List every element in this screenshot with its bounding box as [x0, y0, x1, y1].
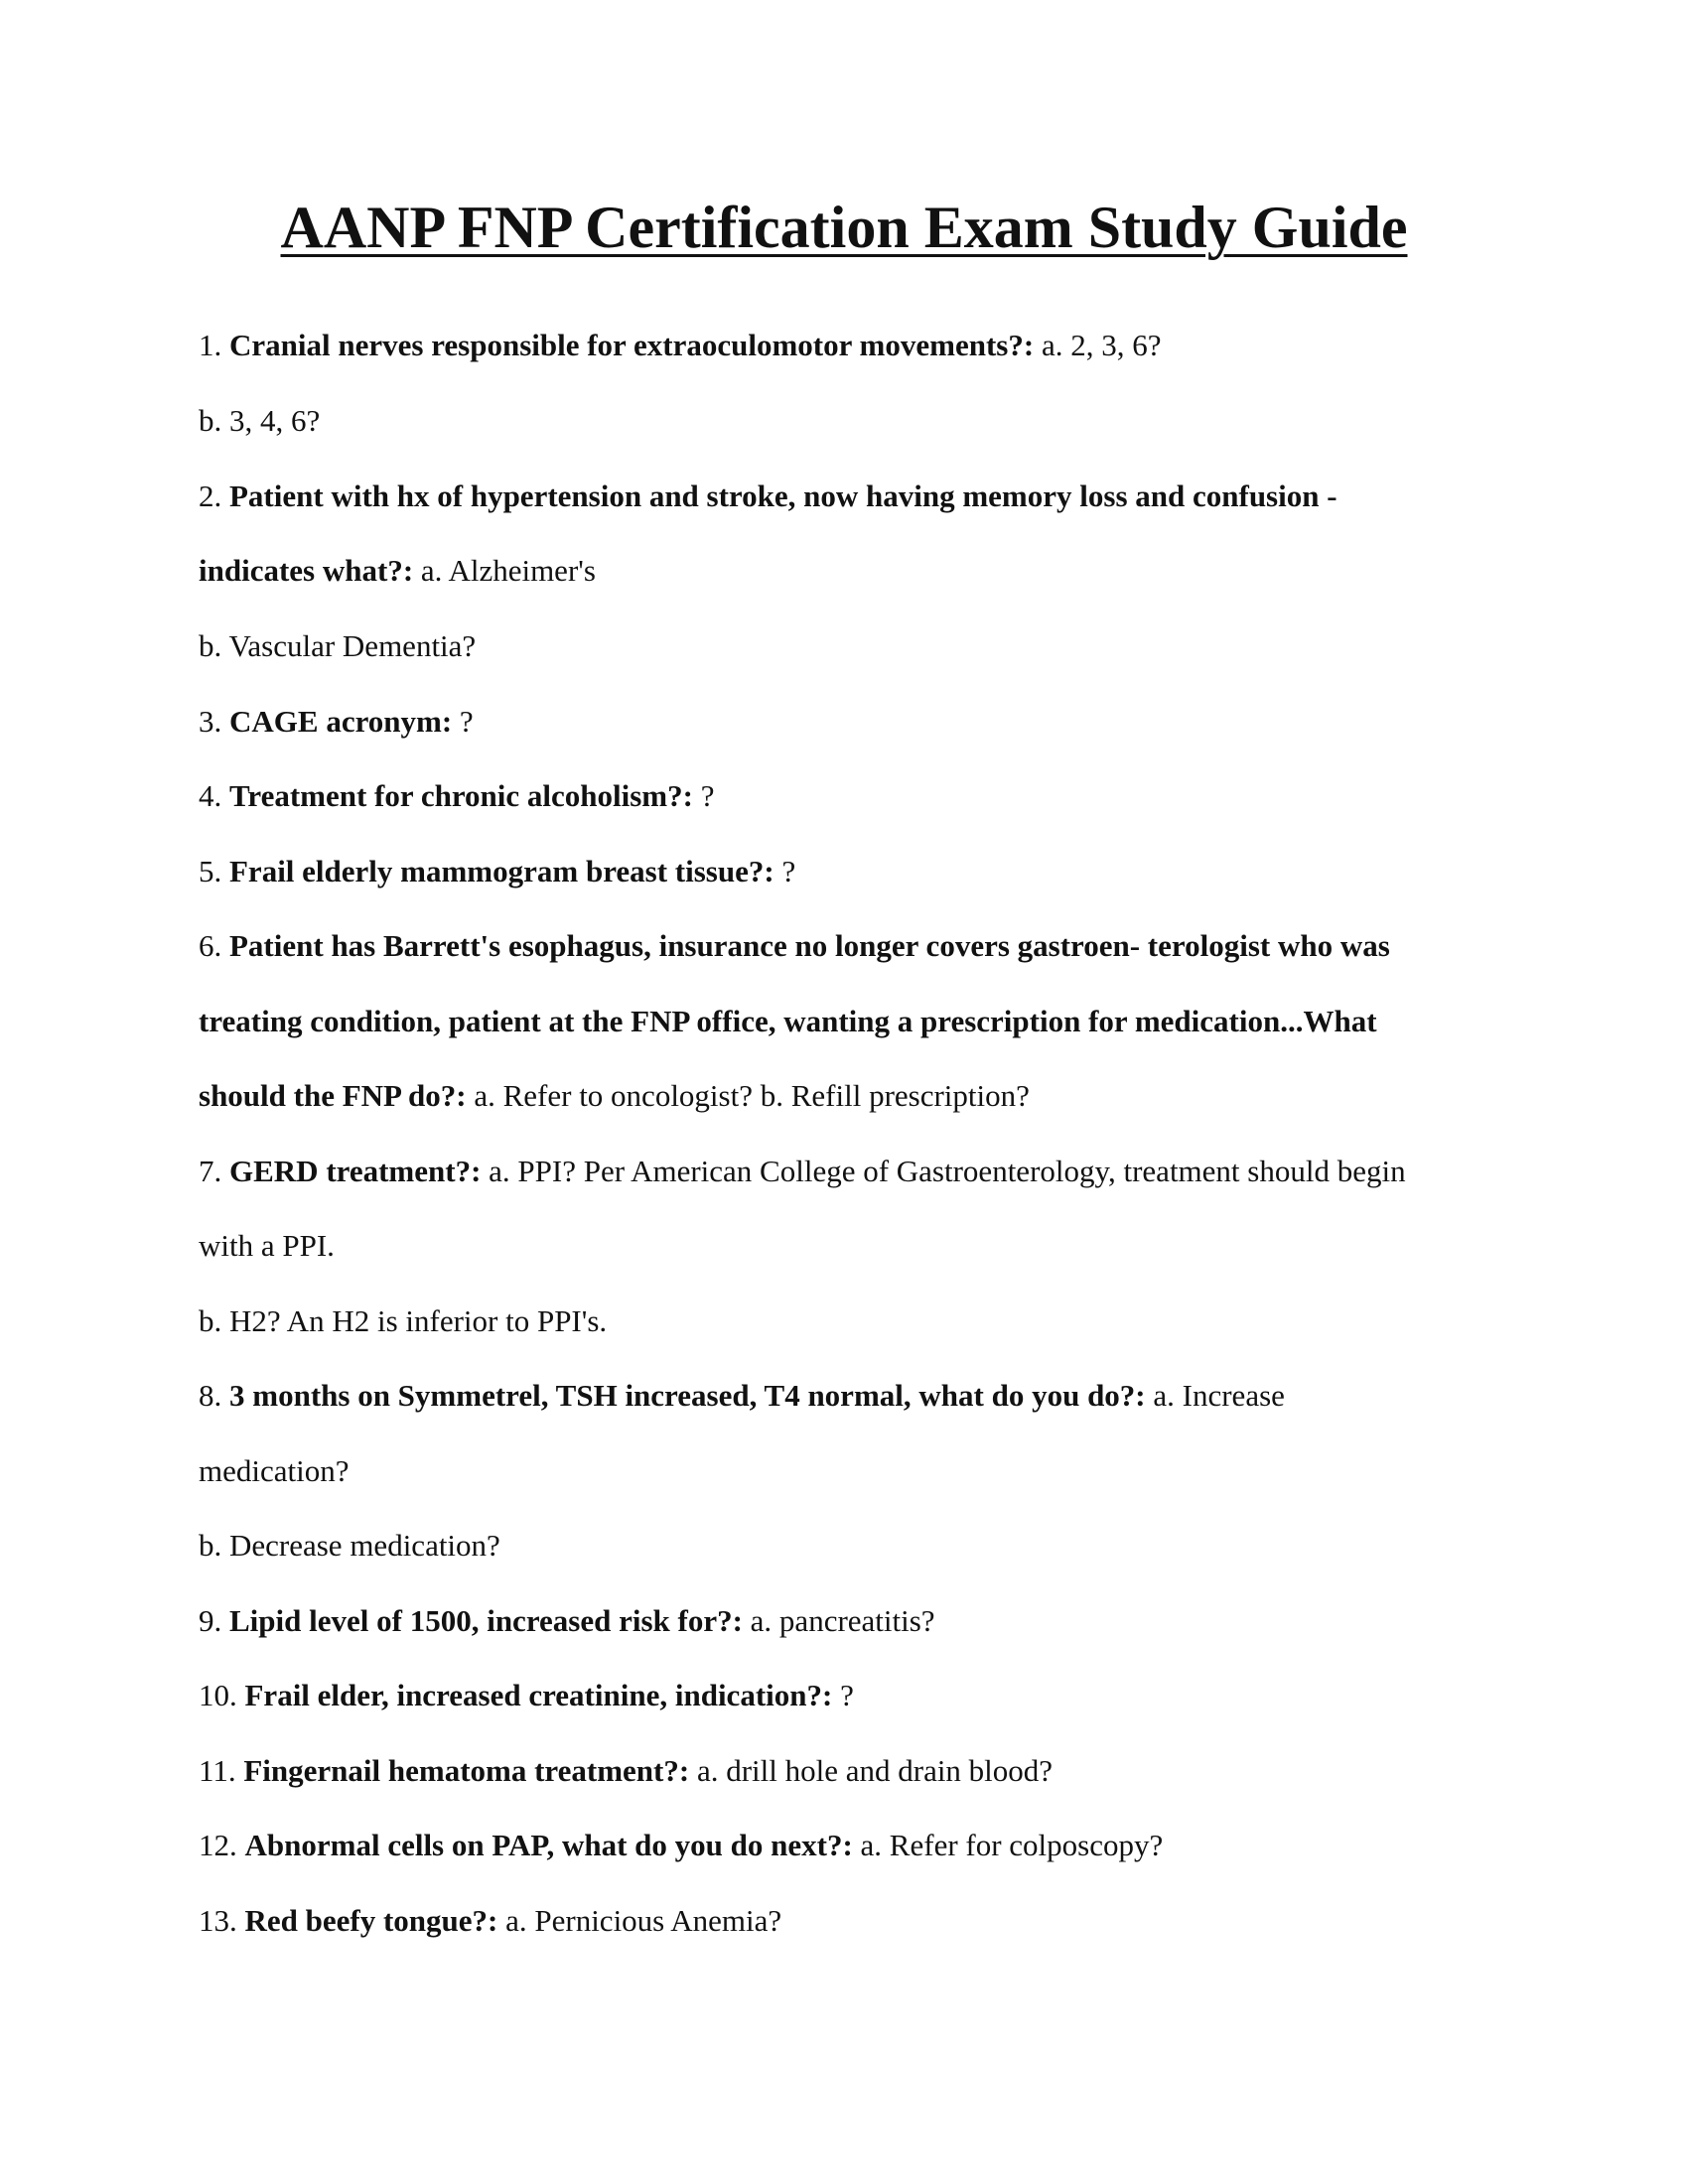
question-text: Patient has Barrett's esophagus, insurance no longer covers gastroen- terologist who was	[229, 928, 1390, 963]
study-guide-line	[199, 402, 320, 439]
document-title: AANP FNP Certification Exam Study Guide	[280, 195, 1408, 260]
study-guide-line	[199, 552, 596, 589]
answer-text: ?	[700, 778, 715, 813]
question-number: 3.	[199, 704, 222, 739]
study-guide-line	[199, 1003, 1377, 1039]
answer-text: b. Vascular Dementia?	[199, 628, 477, 663]
question-number: 6.	[199, 928, 222, 963]
study-guide-line	[199, 478, 1337, 514]
question-number: 9.	[199, 1603, 222, 1638]
question-text: Abnormal cells on PAP, what do you do next?:	[244, 1828, 853, 1862]
question-text: Treatment for chronic alcoholism?:	[229, 778, 693, 813]
answer-text: ?	[459, 704, 474, 739]
question-text: GERD treatment?:	[229, 1154, 482, 1188]
study-guide-line	[199, 1602, 935, 1639]
question-text: Frail elderly mammogram breast tissue?:	[229, 854, 774, 888]
answer-text: b. H2? An H2 is inferior to PPI's.	[199, 1303, 608, 1338]
study-guide-line	[199, 1302, 607, 1339]
question-number: 12.	[199, 1828, 237, 1862]
answer-text: ?	[840, 1678, 854, 1712]
question-text: Lipid level of 1500, increased risk for?:	[229, 1603, 743, 1638]
question-text: Frail elder, increased creatinine, indication?:	[244, 1678, 833, 1712]
study-guide-line	[199, 627, 476, 664]
question-number: 7.	[199, 1154, 222, 1188]
answer-text: a. PPI? Per American College of Gastroenterology, treatment should begin	[489, 1154, 1406, 1188]
study-guide-line	[199, 1902, 781, 1939]
study-guide-line	[199, 1677, 854, 1713]
study-guide-line	[199, 1527, 500, 1564]
answer-text: medication?	[199, 1453, 350, 1488]
question-text: CAGE acronym:	[229, 704, 453, 739]
answer-text: b. 3, 4, 6?	[199, 403, 321, 438]
question-text: 3 months on Symmetrel, TSH increased, T4 normal, what do you do?:	[229, 1378, 1146, 1413]
question-text: treating condition, patient at the FNP office, wanting a prescription for medication...What	[199, 1004, 1377, 1038]
question-text: should the FNP do?:	[199, 1078, 467, 1113]
question-number: 8.	[199, 1378, 222, 1413]
study-guide-line	[199, 777, 714, 814]
question-text: Red beefy tongue?:	[244, 1903, 498, 1938]
answer-text: a. pancreatitis?	[750, 1603, 935, 1638]
study-guide-line	[199, 1827, 1163, 1863]
answer-text: a. Increase	[1153, 1378, 1285, 1413]
study-guide-line	[199, 1452, 350, 1489]
answer-text: a. Alzheimer's	[420, 553, 596, 588]
answer-text: with a PPI.	[199, 1228, 335, 1263]
study-guide-line	[199, 1377, 1285, 1414]
question-number: 11.	[199, 1753, 236, 1788]
answer-text: a. Pernicious Anemia?	[505, 1903, 782, 1938]
answer-text: a. Refer for colposcopy?	[860, 1828, 1164, 1862]
study-guide-line	[199, 1752, 1053, 1789]
question-text: Fingernail hematoma treatment?:	[243, 1753, 690, 1788]
question-text: Patient with hx of hypertension and stroke, now having memory loss and confusion -	[229, 478, 1337, 513]
answer-text: ?	[781, 854, 796, 888]
question-number: 13.	[199, 1903, 237, 1938]
question-number: 5.	[199, 854, 222, 888]
question-number: 10.	[199, 1678, 237, 1712]
question-text: indicates what?:	[199, 553, 414, 588]
answer-text: a. 2, 3, 6?	[1041, 328, 1162, 362]
study-guide-line	[199, 1227, 335, 1264]
answer-text: b. Decrease medication?	[199, 1528, 500, 1563]
study-guide-line	[199, 327, 1161, 363]
study-guide-line	[199, 853, 795, 889]
question-number: 1.	[199, 328, 222, 362]
question-text: Cranial nerves responsible for extraoculomotor movements?:	[229, 328, 1035, 362]
answer-text: a. Refer to oncologist? b. Refill prescription?	[474, 1078, 1030, 1113]
study-guide-line	[199, 1077, 1030, 1114]
study-guide-line	[199, 1153, 1406, 1189]
study-guide-line	[199, 927, 1390, 964]
answer-text: a. drill hole and drain blood?	[696, 1753, 1054, 1788]
study-guide-line	[199, 703, 474, 740]
question-number: 4.	[199, 778, 222, 813]
question-number: 2.	[199, 478, 222, 513]
